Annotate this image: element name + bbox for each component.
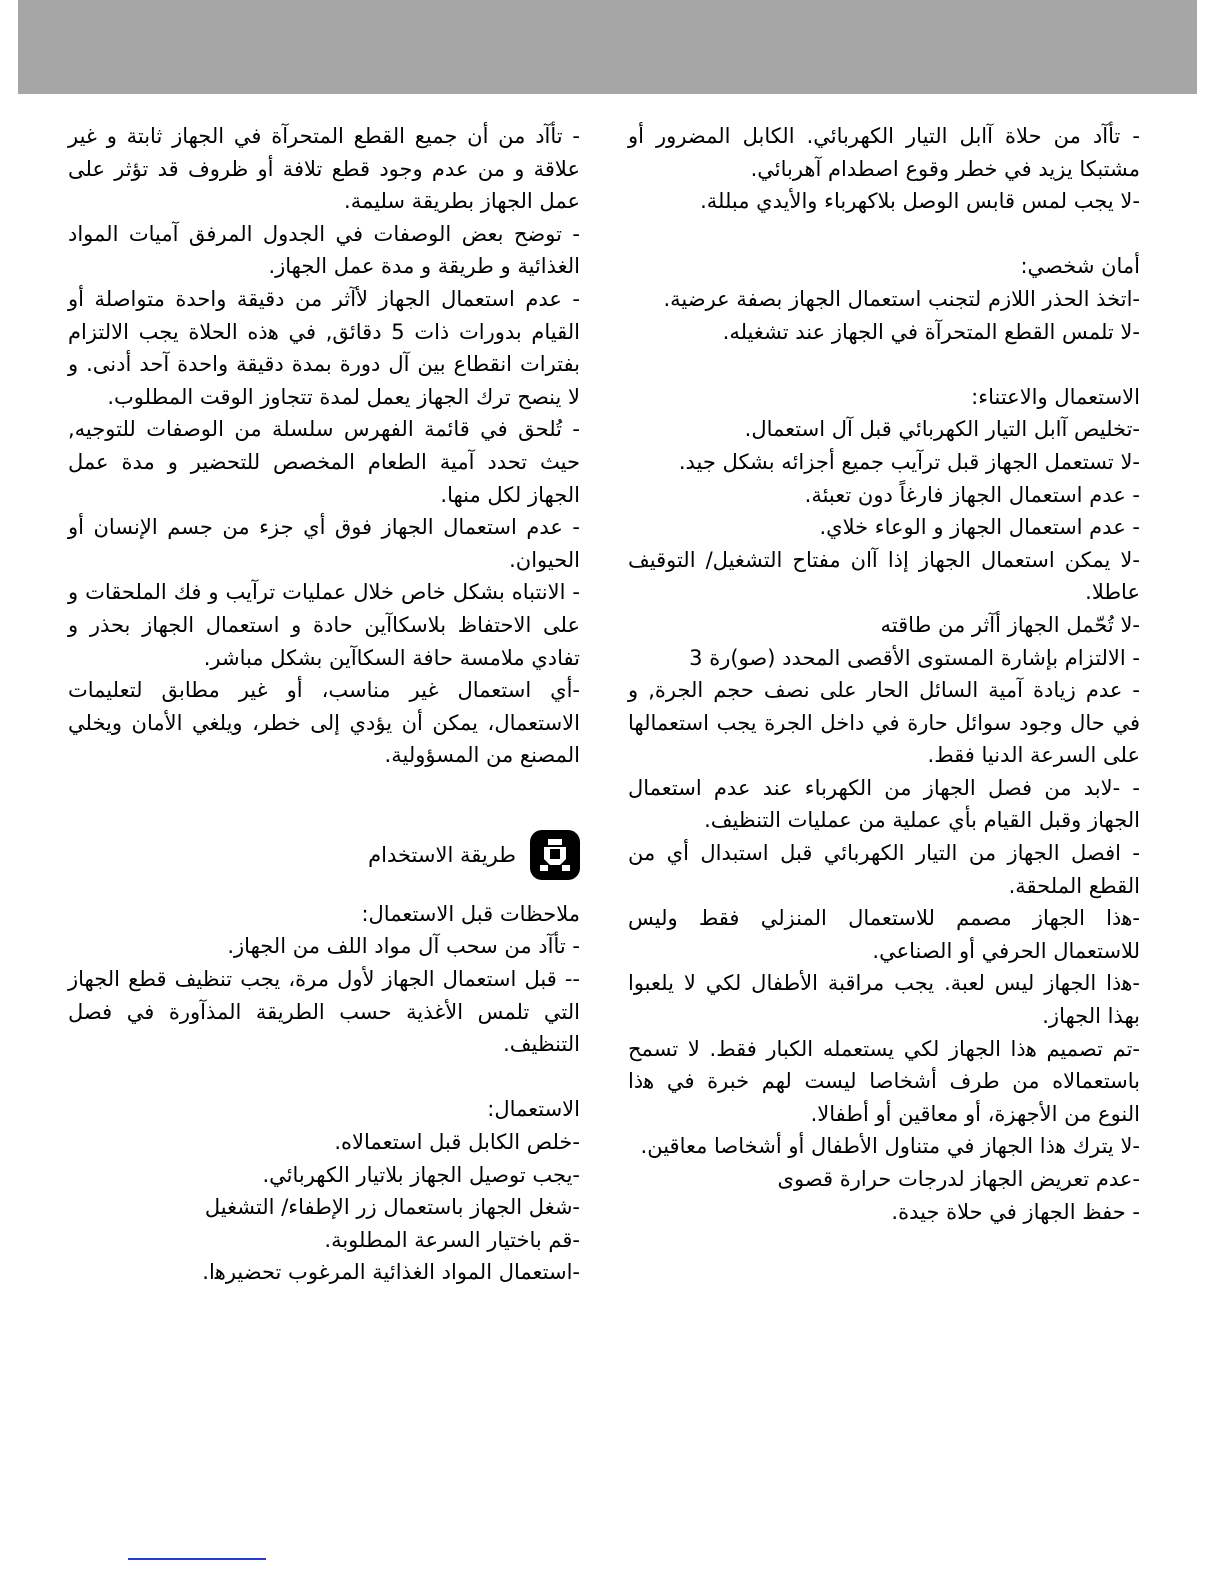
paragraph: -لا يجب لمس قابس الوصل بلاكهرباء والأيدي مبللة. xyxy=(700,189,1140,214)
section-title-usage-method xyxy=(68,830,580,880)
usage-step: -قم باختيار السرعة المطلوبة. xyxy=(324,1227,580,1252)
footer-line xyxy=(128,1558,266,1560)
notes-heading: ملاحظات قبل الاستعمال: xyxy=(361,901,580,926)
note-item: - تأآد من سحب آل مواد اللف من الجهاز. xyxy=(227,934,580,959)
paragraph: -تخليص آابل التيار الكهربائي قبل آل استعمال. xyxy=(744,417,1140,442)
paragraph: - توضح بعض الوصفات في الجدول المرفق آميات المواد الغذائية و طريقة و مدة عمل الجهاز. xyxy=(68,221,580,279)
paragraph: -لا يترك ﻫذا الجهاز في متناول الأطفال أو أشخاصا معاقين. xyxy=(640,1134,1140,1159)
note-item: -- قبل استعمال الجهاز لأول مرة، يجب تنظيف قطع الجهاز التي تلمس الأغذية حسب الطريقة المذآورة في فصل التنظيف. xyxy=(68,967,580,1057)
paragraph: - تُلحق في قائمة الفهرس سلسلة من الوصفات للتوجيه, حيث تحدد آمية الطعام المخصص للتحضير و مدة عمل الجهاز لكل منها. xyxy=(68,417,580,507)
plug-icon xyxy=(530,830,580,880)
paragraph: -لا تلمس القطع المتحرآة في الجهاز عند تشغيله. xyxy=(722,319,1140,344)
usage-step: -يجب توصيل الجهاز بلاتيار الكهربائي. xyxy=(262,1162,580,1187)
paragraph: - حفظ الجهاز في حلاة جيدة. xyxy=(891,1199,1140,1224)
usage-heading: الاستعمال: xyxy=(487,1097,580,1122)
usage-step: -شغل الجهاز باستعمال زر الإطفاء/ التشغيل xyxy=(204,1195,580,1220)
paragraph: - افصل الجهاز من التيار الكهربائي قبل استبدال أي من القطع الملحقة. xyxy=(628,841,1140,898)
paragraph: -لا يمكن استعمال الجهاز إذا آان مفتاح التشغيل/ التوقيف عاطلا. xyxy=(628,547,1140,605)
plug-icon-glyph xyxy=(538,837,572,873)
paragraph: -لا تُحّمل الجهاز أآثر من طاقته xyxy=(880,612,1140,637)
left-column xyxy=(68,120,580,1289)
header-bar xyxy=(18,0,1197,94)
usage-step: -استعمال المواد الغذائية المرغوب تحضيرﻫا. xyxy=(202,1260,580,1285)
paragraph: - عدم استعمال الجهاز و الوعاء خلاي. xyxy=(819,515,1140,540)
section-title-text: طريقة الاستخدام xyxy=(368,842,516,867)
paragraph: -ﻫذا الجهاز مصمم للاستعمال المنزلي فقط وليس للاستعمال الحرفي أو الصناعي. xyxy=(628,906,1140,963)
paragraph: -ﻫذا الجهاز ليس لعبة. يجب مراقبة الأطفال لكي لا يلعبوا بهذا الجهاز. xyxy=(628,971,1140,1029)
right-column xyxy=(628,120,1140,1228)
paragraph: - عدم زيادة آمية السائل الحار على نصف حجم الجرة, و في حال وجود سوائل حارة في داخل الجرة يجب استعمالها على السرعة الدنيا فقط. xyxy=(628,678,1140,768)
paragraph: - تأآد من أن جميع القطع المتحرآة في الجهاز ثابتة و غير علاقة و من عدم وجود قطع تلافة أو ظروف قد تؤثر على عمل الجهاز بطريقة سليمة. xyxy=(68,124,580,214)
paragraph: -لا تستعمل الجهاز قبل ترآيب جميع أجزائه بشكل جيد. xyxy=(678,449,1140,474)
paragraph: -تم تصميم ﻫذا الجهاز لكي يستعمله الكبار فقط. لا تسمح باستعمالاه من طرف أشخاصا ليست لهم خبرة في ﻫذا النوع من الأجهزة، أو معاقين أو أطفالا. xyxy=(628,1036,1140,1126)
paragraph: - الانتباه بشكل خاص خلال عمليات ترآيب و فك الملحقات و على الاحتفاظ بلاسكاآين حادة و استعمال الجهاز بحذر و تفادي ملامسة حافة السكاآين بشكل مباشر. xyxy=(68,580,580,670)
paragraph: -اتخذ الحذر اللازم لتجنب استعمال الجهاز بصفة عرضية. xyxy=(663,286,1140,311)
section-heading-personal-safety: أمان شخصي: xyxy=(1020,254,1140,279)
paragraph: - الالتزام بإشارة المستوى الأقصى المحدد (صو)رة 3 xyxy=(689,645,1140,670)
paragraph: - عدم استعمال الجهاز لأآثر من دقيقة واحدة متواصلة أو القيام بدورات ذات 5 دقائق, في ﻫذه الحلاة يجب الالتزام بفترات انقطاع بين آل دورة بمدة دقيقة واحدة آحد أدنى. و لا ينصح ترك الجهاز يعمل لمدة تتجاوز الوقت المطلوب. xyxy=(68,286,580,409)
usage-step: -خلص الكابل قبل استعمالاه. xyxy=(334,1130,580,1155)
paragraph: -أي استعمال غير مناسب، أو غير مطابق لتعليمات الاستعمال، يمكن أن يؤدي إلى خطر، ويلغي الأمان ويخلي المصنع من المسؤولية. xyxy=(68,678,580,768)
paragraph: - تأآد من حلاة آابل التيار الكهربائي. الكابل المضرور أو مشتبكا يزيد في خطر وقوع اصطدام آهربائي. xyxy=(628,124,1140,181)
paragraph: -عدم تعريض الجهاز لدرجات حرارة قصوى xyxy=(777,1167,1140,1191)
section-heading-use-care: الاستعمال والاعتناء: xyxy=(971,384,1140,409)
paragraph: - عدم استعمال الجهاز فارغاً دون تعبئة. xyxy=(804,482,1140,507)
paragraph: - -لابد من فصل الجهاز من الكهرباء عند عدم استعمال الجهاز وقبل القيام بأي عملية من عمليات التنظيف. xyxy=(628,775,1140,833)
paragraph: - عدم استعمال الجهاز فوق أي جزء من جسم الإنسان أو الحيوان. xyxy=(68,515,580,572)
